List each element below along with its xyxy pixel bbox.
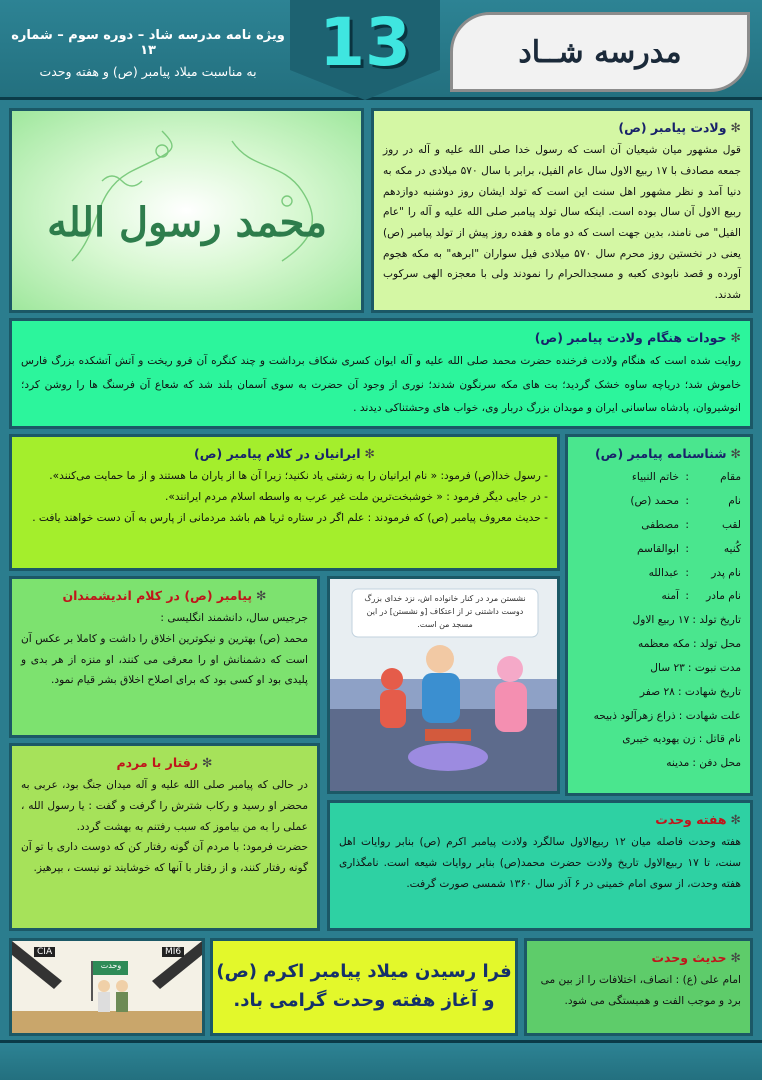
identity-row: تاریخ تولد : ۱۷ ربیع الاول (632, 614, 741, 627)
header-occasion: به مناسبت میلاد پیامبر (ص) و هفته وحدت (39, 64, 257, 79)
identity-row: محل تولد : مکه معظمه (638, 638, 741, 651)
family-quote: نشستن مرد در کنار خانواده اش، نزد خدای بزرگ دوست داشتنی تر از اعتکاف [و نشستن] در این مسجد من است. (364, 594, 526, 629)
thinkers-body: محمد (ص) بهترین و نیکوترین اخلاق را داشت و کاملا بر عکس آن است که دشمنانش او را معرفی می کنند، او منزه از هر بدی و پلیدی بود او کسی بود که برای اصلاح اخلاق بشر قیام نمود. (21, 632, 308, 687)
celebration-banner (210, 938, 518, 1036)
identity-row: علت شهادت : ذراع زهرآلود ذبیحه (593, 709, 741, 722)
iranians-panel (9, 434, 560, 571)
iranians-line: - حدیث معروف پیامبر (ص) که فرمودند : علم اگر در ستاره ثریا هم باشد مردمانی از پارس به آن دست خواهند یافت . (32, 511, 548, 524)
events-title: حودات هنگام ولادت پیامبر (ص) (534, 330, 727, 345)
star-icon: ✻ (202, 755, 213, 770)
identity-row: نام قاتل : زن یهودیه خیبری (622, 733, 741, 746)
thinkers-title: پیامبر (ص) در کلام اندیشمندان (62, 588, 253, 603)
identity-panel (565, 434, 753, 796)
cartoon-image (9, 938, 205, 1036)
identity-row: تاریخ شهادت : ۲۸ صفر (639, 685, 741, 698)
star-icon: ✻ (256, 588, 267, 603)
identity-row: نام : محمد (ص) (630, 495, 741, 508)
unity-week-title: هفته وحدت (655, 812, 727, 827)
calligraphy-art (12, 111, 361, 310)
star-icon: ✻ (730, 446, 741, 461)
cartoon-label-mi6: MI6 (162, 947, 184, 957)
iranians-line: - در جایی دیگر فرمود : « خوشبخت‌ترین ملت غیر عرب به واسطه اسلام مردم ایرانند». (164, 490, 548, 503)
identity-row: کُنیه : ابوالقاسم (636, 542, 741, 555)
celebration-line1: فرا رسیدن میلاد پیامبر اکرم (ص) (216, 961, 512, 983)
header-subtitle: ویژه نامه مدرسه شاد – دوره سوم – شماره ۱۳ (11, 28, 285, 58)
unity-hadith-title: حدیث وحدت (651, 950, 727, 965)
birth-panel (371, 108, 753, 313)
celebration-line2: و آغاز هفته وحدت گرامی باد. (233, 990, 495, 1011)
unity-week-panel (327, 800, 753, 931)
behavior-title: رفتار با مردم (116, 755, 199, 770)
star-icon: ✻ (730, 330, 741, 345)
unity-hadith-panel (524, 938, 753, 1036)
calligraphy-image (9, 108, 364, 313)
star-icon: ✻ (730, 950, 741, 965)
footer-bar (0, 1040, 762, 1080)
unity-hadith-body: امام علی (ع) : انصاف، اختلافات را از بین می برد و موجب الفت و همبستگی می شود. (540, 974, 741, 1007)
identity-row: نام مادر : آمنه (661, 590, 741, 603)
iranians-title: ایرانیان در کلام پیامبر (ص) (194, 446, 361, 461)
star-icon: ✻ (730, 812, 741, 827)
cartoon-flag-text: وحدت (100, 961, 122, 970)
behavior-body: در حالی که پیامبر صلی الله علیه و آله میدان جنگ بود، عربی به محضر او رسید و رکاب شترش را گرفت و گفت : یا رسول الله ، عملی را به من بیاموز که سبب رفتنم به بهشت گردد. حضرت فرمود: با مردم آن گونه رفتار کن که دوست داری با تو آن گونه رفتار کنند، و از رفتار با آنها که خوشایند تو نیست ، بپرهیز. (21, 779, 308, 874)
cartoon-label-cia: CIA (34, 947, 55, 957)
identity-row: نام پدر : عبدالله (648, 566, 741, 579)
school-title: مدرسه شــاد (450, 12, 750, 92)
events-panel (9, 318, 753, 429)
issue-number: 13 (319, 3, 411, 81)
identity-row: لقب : مصطفی (641, 518, 741, 531)
behavior-panel (9, 743, 320, 931)
birth-body: قول مشهور میان شیعیان آن است که رسول خدا صلی الله علیه و آله در روز جمعه مصادف با ۱۷ ربیع الاول سال عام الفیل، برابر با سال ۵۷۰ میلادی در مکه به دنیا آمد و نظر مشهور اهل سنت این است که تولد ایشان روز دوشنبه دوازدهم ربیع الاول آن سال بوده است. اینکه سال تولد پیامبر صلی الله علیه و آله را "عام الفیل" می نامند، بدین جهت است که دو ماه و هفده روز پیش از تولد پیامبر (ص) یعنی در نخستین روز محرم سال ۵۷۰ میلادی فیل سواران "ابرهه" به مکه هجوم آورده و قصد نابودی کعبه و مسجدالحرام را نمودند ولی با معجزه الهی سرکوب شدند. (383, 144, 742, 301)
birth-title: ولادت پیامبر (ص) (618, 120, 727, 135)
calligraphy-text: محمد رسول الله (47, 199, 327, 246)
identity-title: شناسنامه پیامبر (ص) (594, 446, 727, 461)
star-icon: ✻ (364, 446, 375, 461)
events-body: روایت شده است که هنگام ولادت فرخنده حضرت محمد صلی الله علیه و آله ایوان کسری شکاف برداشت و چند کنگره آن فرو ریخت و آتش آتشکده بزرگ فارس خاموش شد؛ دریاچه ساوه خشک گردید؛ بت های مکه سرنگون شدند؛ نوری از وجود آن حضرت به سوی آسمان بلند شد که شعاع آن فرسنگ ها را روشن کرد؛ انوشیروان، پادشاه ساسانی ایران و موبدان بزرگ دربار وی، خواب های وحشتناکی دیدند . (21, 355, 741, 414)
thinkers-panel (9, 576, 320, 738)
iranians-line: - رسول خدا(ص) فرمود: « نام ایرانیان را به زشتی یاد نکنید؛ زیرا آن ها از یاران ما هستند و از ما حمایت می‌کنند». (49, 470, 548, 483)
identity-row: محل دفن : مدینه (666, 757, 741, 770)
thinkers-author: جرجیس سال، دانشمند انگلیسی : (160, 612, 308, 625)
identity-row: مقام : خاتم النبیاء (631, 471, 741, 484)
family-image (327, 576, 560, 794)
unity-week-body: هفته وحدت فاصله میان ۱۲ ربیع‌الاول سالگرد ولادت پیامبر اکرم (ص) بنابر روایات اهل سنت، تا ۱۷ ربیع‌الاول تاریخ ولادت حضرت محمد(ص) بنابر روایات شیعه است. نامگذاری هفته وحدت، از سوی امام خمینی در ۶ آذر سال ۱۳۶۰ شمسی صورت گرفت. (339, 836, 742, 890)
star-icon: ✻ (730, 120, 741, 135)
identity-row: مدت نبوت : ۲۳ سال (650, 661, 741, 674)
